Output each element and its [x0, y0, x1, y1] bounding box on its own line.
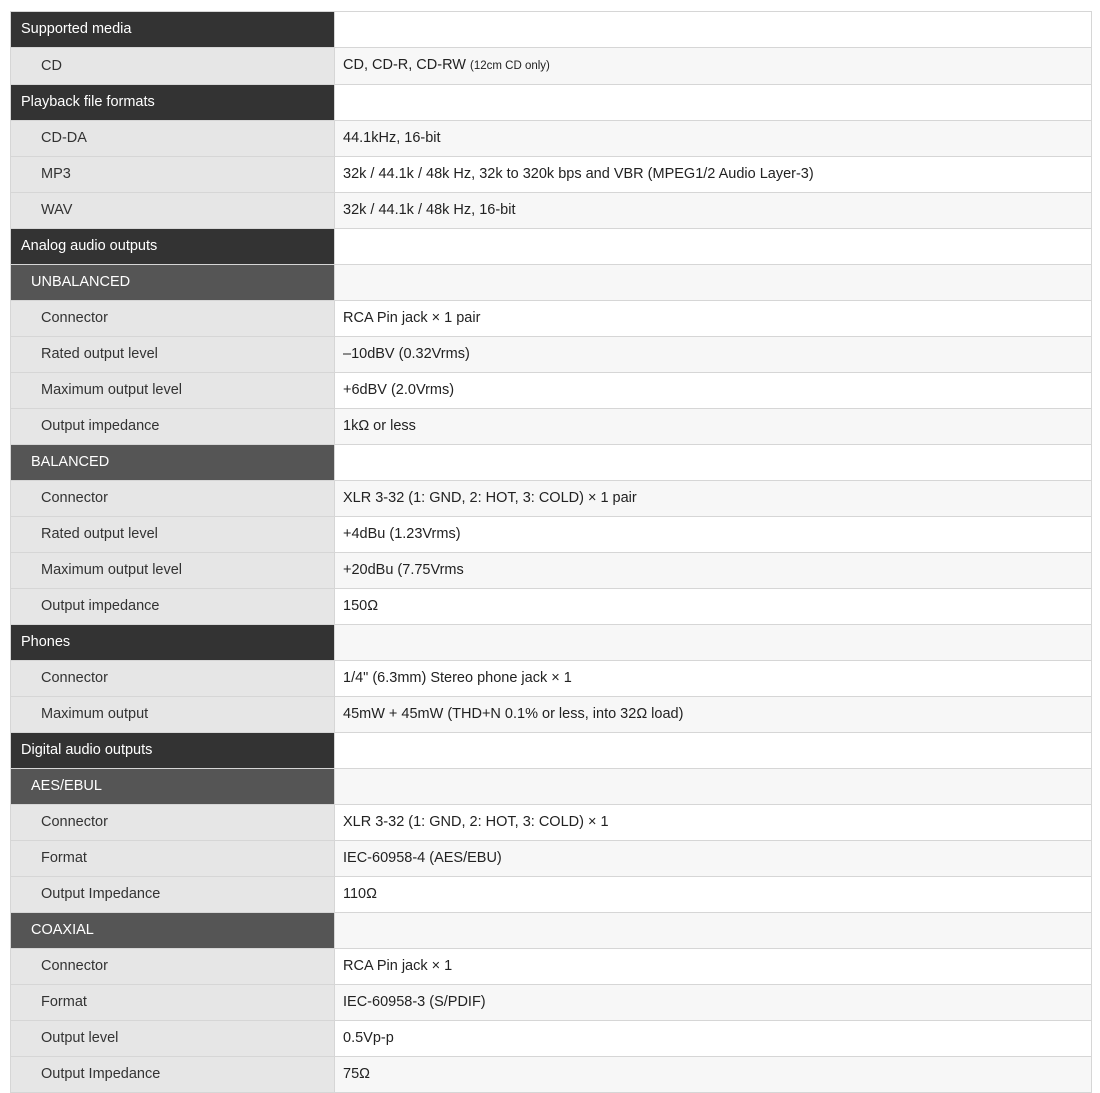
spec-row: [11, 48, 1092, 85]
spec-value-cell: [335, 85, 1092, 121]
spec-label: Format: [11, 985, 335, 1021]
spec-value-cell: [335, 1021, 1092, 1057]
spec-value: +6dBV (2.0Vrms): [343, 382, 455, 398]
spec-value-cell: [335, 769, 1092, 805]
spec-value-cell: [335, 337, 1092, 373]
spec-label: Format: [11, 841, 335, 877]
spec-label: Output Impedance: [11, 877, 335, 913]
spec-label: CD-DA: [11, 121, 335, 157]
spec-row: [11, 409, 1092, 445]
spec-row: [11, 949, 1092, 985]
spec-value-cell: [335, 193, 1092, 229]
spec-value: RCA Pin jack × 1: [343, 958, 453, 974]
section-title: Phones: [11, 625, 335, 661]
subsection-header-row: [11, 445, 1092, 481]
spec-value-cell: [335, 157, 1092, 193]
spec-row: [11, 301, 1092, 337]
spec-row: [11, 157, 1092, 193]
spec-label: Rated output level: [11, 517, 335, 553]
spec-value: 45mW + 45mW (THD+N 0.1% or less, into 32Ω load): [343, 706, 684, 722]
spec-label: Rated output level: [11, 337, 335, 373]
spec-value-cell: [335, 121, 1092, 157]
spec-value: IEC-60958-4 (AES/EBU): [343, 850, 502, 866]
spec-value: +4dBu (1.23Vrms): [343, 526, 461, 542]
spec-label: WAV: [11, 193, 335, 229]
spec-value: CD, CD-R, CD-RW: [343, 57, 466, 73]
spec-value-cell: [335, 481, 1092, 517]
spec-row: [11, 805, 1092, 841]
subsection-title: AES/EBUL: [11, 769, 335, 805]
spec-label: Connector: [11, 949, 335, 985]
spec-value-cell: [335, 12, 1092, 48]
section-header-row: [11, 12, 1092, 48]
spec-value: 1/4" (6.3mm) Stereo phone jack × 1: [343, 670, 572, 686]
spec-label: CD: [11, 48, 335, 85]
spec-value: IEC-60958-3 (S/PDIF): [343, 994, 486, 1010]
spec-value: 0.5Vp-p: [343, 1030, 394, 1046]
spec-label: Maximum output: [11, 697, 335, 733]
spec-row: [11, 517, 1092, 553]
spec-value: 44.1kHz, 16-bit: [343, 130, 441, 146]
spec-value-cell: [335, 985, 1092, 1021]
spec-label: Output impedance: [11, 409, 335, 445]
spec-label: Maximum output level: [11, 553, 335, 589]
spec-row: [11, 121, 1092, 157]
spec-value-cell: [335, 913, 1092, 949]
section-title: Supported media: [11, 12, 335, 48]
spec-value-cell: [335, 589, 1092, 625]
spec-value-cell: [335, 661, 1092, 697]
spec-label: Connector: [11, 301, 335, 337]
spec-value: 32k / 44.1k / 48k Hz, 32k to 320k bps and VBR (MPEG1/2 Audio Layer-3): [343, 166, 814, 182]
spec-value-note: (12cm CD only): [470, 60, 550, 72]
section-title: Playback file formats: [11, 85, 335, 121]
spec-value-cell: [335, 697, 1092, 733]
subsection-header-row: [11, 769, 1092, 805]
spec-value: +20dBu (7.75Vrms: [343, 562, 464, 578]
section-header-row: [11, 733, 1092, 769]
subsection-header-row: [11, 265, 1092, 301]
subsection-title: COAXIAL: [11, 913, 335, 949]
section-header-row: [11, 625, 1092, 661]
spec-row: [11, 985, 1092, 1021]
spec-value: 110Ω: [343, 886, 377, 902]
spec-label: Output level: [11, 1021, 335, 1057]
spec-value-cell: [335, 877, 1092, 913]
spec-value: RCA Pin jack × 1 pair: [343, 310, 481, 326]
spec-row: [11, 481, 1092, 517]
spec-value-cell: [335, 733, 1092, 769]
spec-value-cell: [335, 949, 1092, 985]
spec-row: [11, 337, 1092, 373]
spec-row: [11, 841, 1092, 877]
spec-row: [11, 1021, 1092, 1057]
spec-row: [11, 697, 1092, 733]
spec-value-cell: [335, 301, 1092, 337]
spec-value: 1kΩ or less: [343, 418, 416, 434]
spec-label: Output Impedance: [11, 1057, 335, 1093]
subsection-title: BALANCED: [11, 445, 335, 481]
spec-row: [11, 193, 1092, 229]
spec-value-cell: [335, 373, 1092, 409]
spec-value-cell: [335, 409, 1092, 445]
spec-row: [11, 373, 1092, 409]
section-header-row: [11, 85, 1092, 121]
subsection-title: UNBALANCED: [11, 265, 335, 301]
spec-table: [10, 11, 1092, 1093]
spec-value: XLR 3-32 (1: GND, 2: HOT, 3: COLD) × 1: [343, 814, 609, 830]
spec-value-cell: [335, 48, 1092, 85]
spec-value-cell: [335, 805, 1092, 841]
spec-label: MP3: [11, 157, 335, 193]
spec-row: [11, 589, 1092, 625]
spec-label: Connector: [11, 805, 335, 841]
spec-label: Connector: [11, 481, 335, 517]
spec-value-cell: [335, 1057, 1092, 1093]
section-title: Analog audio outputs: [11, 229, 335, 265]
spec-label: Maximum output level: [11, 373, 335, 409]
spec-value-cell: [335, 445, 1092, 481]
spec-label: Connector: [11, 661, 335, 697]
section-title: Digital audio outputs: [11, 733, 335, 769]
spec-value-cell: [335, 553, 1092, 589]
spec-value: XLR 3-32 (1: GND, 2: HOT, 3: COLD) × 1 pair: [343, 490, 637, 506]
spec-value-cell: [335, 265, 1092, 301]
spec-row: [11, 1057, 1092, 1093]
spec-value-cell: [335, 517, 1092, 553]
spec-value: 75Ω: [343, 1066, 370, 1082]
spec-value-cell: [335, 229, 1092, 265]
spec-row: [11, 877, 1092, 913]
spec-label: Output impedance: [11, 589, 335, 625]
section-header-row: [11, 229, 1092, 265]
spec-value: 150Ω: [343, 598, 379, 614]
spec-value-cell: [335, 625, 1092, 661]
spec-row: [11, 661, 1092, 697]
spec-value: 32k / 44.1k / 48k Hz, 16-bit: [343, 202, 516, 218]
spec-row: [11, 553, 1092, 589]
subsection-header-row: [11, 913, 1092, 949]
spec-value: –10dBV (0.32Vrms): [343, 346, 470, 362]
spec-table-body: [11, 12, 1092, 1093]
spec-value-cell: [335, 841, 1092, 877]
